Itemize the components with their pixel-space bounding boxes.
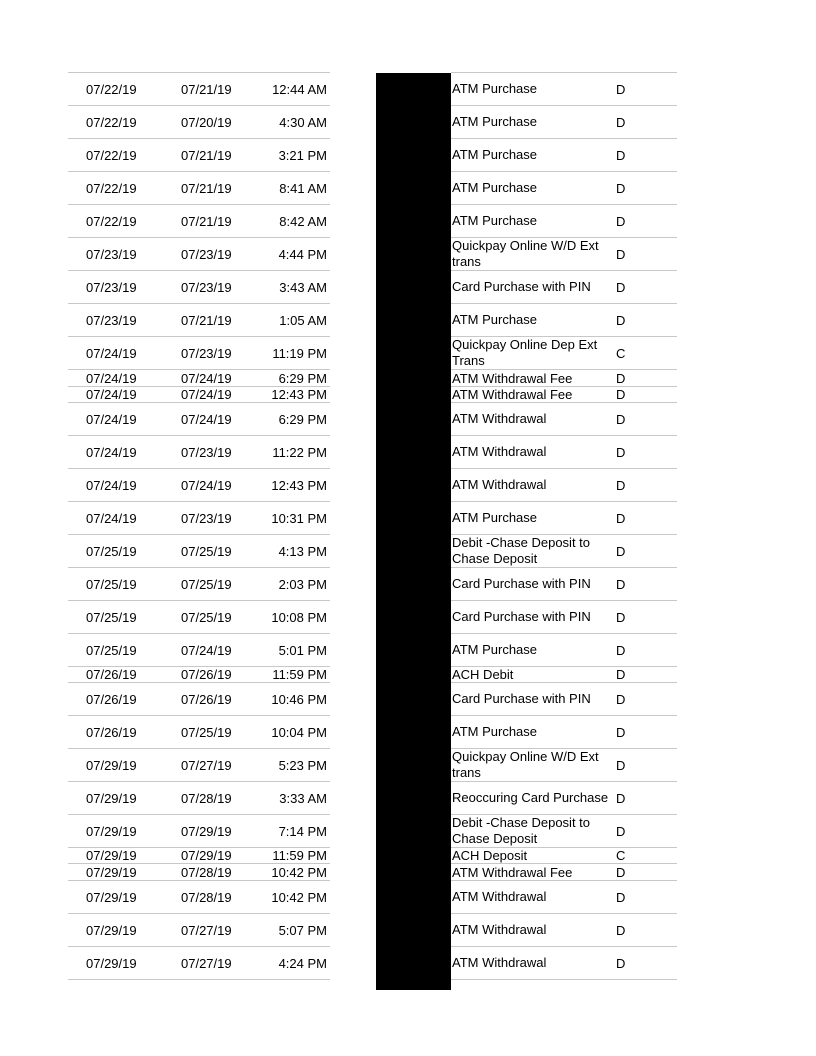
transaction-date-cell: 07/29/19 [181, 823, 232, 839]
table-row [0, 172, 816, 205]
posted-date-cell: 07/25/19 [86, 576, 137, 592]
posted-date-cell: 07/26/19 [86, 667, 137, 682]
time-cell: 3:21 PM [278, 147, 327, 163]
time-cell: 10:04 PM [271, 724, 327, 740]
table-row [0, 337, 816, 370]
type-cell: D [616, 642, 626, 658]
time-cell: 3:43 AM [279, 279, 327, 295]
description-cell: Debit -Chase Deposit to Chase Deposit [452, 535, 591, 566]
posted-date-cell: 07/29/19 [86, 790, 137, 806]
description-cell: ATM Withdrawal [452, 444, 547, 459]
time-cell: 7:14 PM [278, 823, 327, 839]
posted-date-cell: 07/24/19 [86, 411, 137, 427]
transaction-date-cell: 07/23/19 [181, 279, 232, 295]
type-cell: D [616, 180, 626, 196]
type-cell: D [616, 576, 626, 592]
description-cell: ATM Purchase [452, 81, 538, 96]
time-cell: 10:46 PM [271, 691, 327, 707]
posted-date-cell: 07/22/19 [86, 81, 137, 97]
time-cell: 4:24 PM [278, 955, 327, 971]
table-row [0, 749, 816, 782]
posted-date-cell: 07/23/19 [86, 312, 137, 328]
time-cell: 10:31 PM [271, 510, 327, 526]
transaction-date-cell: 07/23/19 [181, 510, 232, 526]
posted-date-cell: 07/22/19 [86, 180, 137, 196]
posted-date-cell: 07/29/19 [86, 848, 137, 863]
description-cell: Quickpay Online W/D Ext trans [452, 238, 599, 269]
type-cell: D [616, 864, 626, 880]
transaction-date-cell: 07/27/19 [181, 922, 232, 938]
type-cell: D [616, 790, 626, 806]
transaction-date-cell: 07/24/19 [181, 411, 232, 427]
table-row [0, 403, 816, 436]
table-row [0, 634, 816, 667]
transaction-date-cell: 07/21/19 [181, 180, 232, 196]
transaction-date-cell: 07/21/19 [181, 81, 232, 97]
posted-date-cell: 07/29/19 [86, 864, 137, 880]
time-cell: 10:42 PM [271, 864, 327, 880]
description-cell: ATM Withdrawal Fee [452, 864, 573, 880]
time-cell: 12:43 PM [271, 477, 327, 493]
description-cell: ATM Withdrawal Fee [452, 387, 573, 402]
table-row [0, 106, 816, 139]
table-row [0, 205, 816, 238]
transaction-date-cell: 07/21/19 [181, 312, 232, 328]
time-cell: 4:30 AM [279, 114, 327, 130]
transaction-date-cell: 07/23/19 [181, 444, 232, 460]
table-row [0, 881, 816, 914]
posted-date-cell: 07/24/19 [86, 345, 137, 361]
type-cell: D [616, 889, 626, 905]
table-row [0, 864, 816, 881]
type-cell: D [616, 370, 626, 386]
type-cell: D [616, 477, 626, 493]
time-cell: 4:13 PM [278, 543, 327, 559]
transaction-date-cell: 07/25/19 [181, 543, 232, 559]
posted-date-cell: 07/29/19 [86, 889, 137, 905]
description-cell: Card Purchase with PIN [452, 279, 591, 294]
description-cell: Quickpay Online W/D Ext trans [452, 749, 599, 780]
transaction-date-cell: 07/25/19 [181, 576, 232, 592]
type-cell: D [616, 387, 626, 402]
transaction-date-cell: 07/21/19 [181, 213, 232, 229]
posted-date-cell: 07/23/19 [86, 279, 137, 295]
time-cell: 5:01 PM [278, 642, 327, 658]
transaction-date-cell: 07/26/19 [181, 691, 232, 707]
posted-date-cell: 07/23/19 [86, 246, 137, 262]
description-cell: ATM Withdrawal [452, 411, 547, 426]
time-cell: 10:08 PM [271, 609, 327, 625]
type-cell: D [616, 114, 626, 130]
type-cell: C [616, 848, 626, 863]
time-cell: 8:42 AM [279, 213, 327, 229]
time-cell: 6:29 PM [278, 370, 327, 386]
time-cell: 12:43 PM [271, 387, 327, 402]
time-cell: 5:23 PM [278, 757, 327, 773]
transaction-date-cell: 07/23/19 [181, 345, 232, 361]
posted-date-cell: 07/26/19 [86, 724, 137, 740]
transaction-date-cell: 07/27/19 [181, 955, 232, 971]
posted-date-cell: 07/29/19 [86, 823, 137, 839]
type-cell: D [616, 444, 626, 460]
type-cell: D [616, 246, 626, 262]
description-cell: Card Purchase with PIN [452, 576, 591, 591]
table-row [0, 73, 816, 106]
description-cell: ATM Withdrawal Fee [452, 370, 573, 386]
type-cell: D [616, 922, 626, 938]
transaction-date-cell: 07/23/19 [181, 246, 232, 262]
transaction-date-cell: 07/27/19 [181, 757, 232, 773]
time-cell: 3:33 AM [279, 790, 327, 806]
description-cell: ACH Debit [452, 667, 514, 682]
table-row [0, 782, 816, 815]
table-row [0, 469, 816, 502]
row-divider-right [451, 979, 677, 980]
posted-date-cell: 07/24/19 [86, 444, 137, 460]
table-row [0, 947, 816, 980]
table-row [0, 370, 816, 387]
transaction-date-cell: 07/20/19 [181, 114, 232, 130]
table-row [0, 667, 816, 683]
time-cell: 11:19 PM [272, 345, 327, 361]
posted-date-cell: 07/25/19 [86, 642, 137, 658]
type-cell: D [616, 609, 626, 625]
description-cell: ATM Purchase [452, 147, 538, 162]
transaction-date-cell: 07/24/19 [181, 387, 232, 402]
time-cell: 8:41 AM [279, 180, 327, 196]
table-row [0, 535, 816, 568]
description-cell: ATM Purchase [452, 510, 538, 525]
table-row [0, 914, 816, 947]
transaction-date-cell: 07/28/19 [181, 889, 232, 905]
type-cell: D [616, 955, 626, 971]
time-cell: 2:03 PM [278, 576, 327, 592]
description-cell: Debit -Chase Deposit to Chase Deposit [452, 815, 591, 846]
posted-date-cell: 07/29/19 [86, 757, 137, 773]
transaction-date-cell: 07/25/19 [181, 609, 232, 625]
posted-date-cell: 07/22/19 [86, 213, 137, 229]
type-cell: D [616, 510, 626, 526]
time-cell: 11:59 PM [272, 848, 327, 863]
transaction-date-cell: 07/21/19 [181, 147, 232, 163]
table-row [0, 387, 816, 403]
description-cell: ACH Deposit [452, 848, 528, 863]
type-cell: C [616, 345, 626, 361]
description-cell: Reoccuring Card Purchase [452, 790, 609, 805]
description-cell: ATM Purchase [452, 642, 538, 657]
type-cell: D [616, 667, 626, 682]
type-cell: D [616, 757, 626, 773]
posted-date-cell: 07/26/19 [86, 691, 137, 707]
table-row [0, 139, 816, 172]
time-cell: 5:07 PM [278, 922, 327, 938]
time-cell: 11:59 PM [272, 667, 327, 682]
time-cell: 10:42 PM [271, 889, 327, 905]
table-row [0, 848, 816, 864]
transaction-date-cell: 07/29/19 [181, 848, 232, 863]
type-cell: D [616, 147, 626, 163]
description-cell: ATM Withdrawal [452, 889, 547, 904]
posted-date-cell: 07/24/19 [86, 477, 137, 493]
type-cell: D [616, 411, 626, 427]
transaction-date-cell: 07/24/19 [181, 370, 232, 386]
description-cell: ATM Purchase [452, 724, 538, 739]
description-cell: Card Purchase with PIN [452, 691, 591, 706]
time-cell: 11:22 PM [272, 444, 327, 460]
time-cell: 4:44 PM [278, 246, 327, 262]
description-cell: Quickpay Online Dep Ext Trans [452, 337, 598, 368]
time-cell: 1:05 AM [279, 312, 327, 328]
description-cell: Card Purchase with PIN [452, 609, 591, 624]
type-cell: D [616, 724, 626, 740]
description-cell: ATM Purchase [452, 180, 538, 195]
table-row [0, 238, 816, 271]
posted-date-cell: 07/22/19 [86, 114, 137, 130]
description-cell: ATM Purchase [452, 213, 538, 228]
posted-date-cell: 07/29/19 [86, 922, 137, 938]
type-cell: D [616, 691, 626, 707]
table-row [0, 502, 816, 535]
transaction-date-cell: 07/24/19 [181, 642, 232, 658]
row-divider-left [68, 979, 330, 980]
table-row [0, 716, 816, 749]
table-row [0, 271, 816, 304]
transaction-date-cell: 07/25/19 [181, 724, 232, 740]
posted-date-cell: 07/24/19 [86, 387, 137, 402]
table-row [0, 601, 816, 634]
time-cell: 6:29 PM [278, 411, 327, 427]
type-cell: D [616, 213, 626, 229]
description-cell: ATM Withdrawal [452, 955, 547, 970]
type-cell: D [616, 543, 626, 559]
type-cell: D [616, 81, 626, 97]
type-cell: D [616, 279, 626, 295]
transaction-date-cell: 07/28/19 [181, 790, 232, 806]
posted-date-cell: 07/25/19 [86, 543, 137, 559]
type-cell: D [616, 312, 626, 328]
posted-date-cell: 07/29/19 [86, 955, 137, 971]
transaction-date-cell: 07/24/19 [181, 477, 232, 493]
table-row [0, 436, 816, 469]
table-row [0, 815, 816, 848]
table-row [0, 683, 816, 716]
posted-date-cell: 07/24/19 [86, 510, 137, 526]
type-cell: D [616, 823, 626, 839]
posted-date-cell: 07/22/19 [86, 147, 137, 163]
posted-date-cell: 07/24/19 [86, 370, 137, 386]
description-cell: ATM Withdrawal [452, 477, 547, 492]
time-cell: 12:44 AM [272, 81, 327, 97]
transaction-date-cell: 07/28/19 [181, 864, 232, 880]
table-row [0, 568, 816, 601]
table-row [0, 304, 816, 337]
transaction-date-cell: 07/26/19 [181, 667, 232, 682]
posted-date-cell: 07/25/19 [86, 609, 137, 625]
description-cell: ATM Withdrawal [452, 922, 547, 937]
description-cell: ATM Purchase [452, 114, 538, 129]
description-cell: ATM Purchase [452, 312, 538, 327]
